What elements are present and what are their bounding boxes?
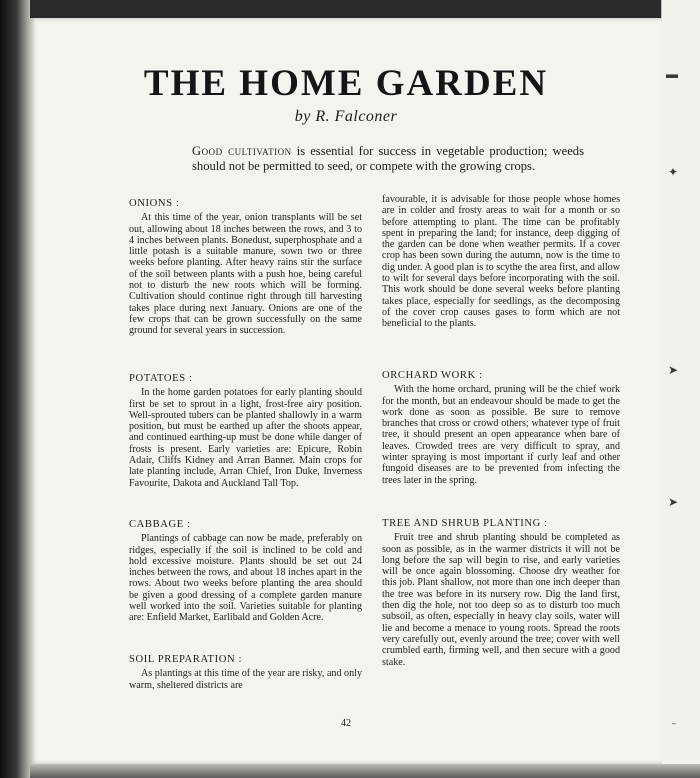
article-title: THE HOME GARDEN bbox=[143, 63, 549, 104]
section-body: At this time of the year, onion transplants will be set out, allowing about 18 inches between the rows, and 3 to 4 inches between plants. Bonedust, superphosphate and a little potash is a suitable manure, sown two or three weeks before planting. After heavy rains stir the surface of the soil between plants with a push hoe, being careful not to disturb the new roots which will be forming. Cultivation should continue right through till harvesting takes place during next January. Onions are one of the few crops that can be grown successfully on the same ground for several years in succession. bbox=[129, 212, 362, 337]
section-soil-continued bbox=[382, 194, 620, 330]
section-heading: SOIL PREPARATION : bbox=[129, 654, 243, 665]
intro-text: is essential for success in vegetable production; weeds should not be permitted to seed, or compete with the growing crops. bbox=[192, 144, 585, 173]
page-number: 42 bbox=[341, 718, 351, 729]
section-body: With the home orchard, pruning will be the chief work for the month, but an endeavour should be made to get the work done as soon as possible. Be sure to remove branches that cross or crowd others; whatever type of fruit tree, it should present an open appearance when bare of leaves. Crowded trees are very difficult to spray, and winter spraying is most important if curly leaf and other fungoid diseases are to be prevented from infecting the trees later in the spring. bbox=[382, 384, 620, 486]
scan-speck: ➤ bbox=[668, 495, 679, 509]
section-soil-preparation bbox=[129, 654, 362, 691]
scan-speck: ▬ bbox=[666, 67, 678, 81]
section-tree-shrub bbox=[382, 518, 620, 668]
scan-speck: ˗ bbox=[672, 715, 676, 729]
scan-border-right bbox=[661, 0, 700, 778]
section-orchard bbox=[382, 370, 620, 486]
scan-border-bottom bbox=[30, 764, 700, 778]
scan-speck: ➤ bbox=[668, 363, 679, 377]
section-onions bbox=[129, 198, 362, 337]
section-heading: POTATOES : bbox=[129, 373, 193, 384]
section-cabbage bbox=[129, 519, 362, 624]
scan-border-left bbox=[0, 0, 30, 778]
section-potatoes bbox=[129, 373, 362, 489]
section-body: Plantings of cabbage can now be made, preferably on ridges, especially if the soil is inclined to be cold and hold excessive moisture. Plants should be set out 24 inches between the rows, and about 18 inches apart in the rows. About two weeks before planting the area should be given a good dressing of a complete garden manure well worked into the soil. Varieties suitable for planting are: Enfield Market, Earlibald and Golden Acre. bbox=[129, 533, 362, 624]
section-body: Fruit tree and shrub planting should be completed as soon as possible, as in the warmer districts it will not be long before the sap will begin to rise, and early varieties will be once again blossoming. Choose dry weather for this job. Plant shallow, not more than one inch deeper than the tree was before in its nursery row. Dig the land first, then dig the hole, not too deep so as to disturb too much subsoil, as often, especially in heavy clay soils, water will lie and become a menace to young roots. Spread the roots very carefully out, evenly around the tree; cover with well crumbled earth, firming well, and then secure with a good stake. bbox=[382, 532, 620, 668]
scan-speck: ✦ bbox=[668, 165, 679, 179]
intro-paragraph bbox=[192, 144, 584, 173]
section-heading: TREE AND SHRUB PLANTING : bbox=[382, 518, 548, 529]
section-body: In the home garden potatoes for early planting should first be set to sprout in a light, frost-free airy position. Well-sprouted tubers can be planted shallowly in a warm position, but must be earthed up after the shoots appear, and continued earthing-up must be done while danger of frosts is present. Early varieties are: Epicure, Robin Adair, Cliffs Kidney and Arran Banner. Main crops for late planting include, Arran Chief, Iron Duke, Inverness Favourite, Dakota and Auckland Tall Top. bbox=[129, 387, 362, 489]
book-page bbox=[30, 18, 662, 764]
section-heading: ORCHARD WORK : bbox=[382, 370, 483, 381]
section-heading: CABBAGE : bbox=[129, 519, 191, 530]
article-byline: by R. Falconer bbox=[294, 108, 398, 125]
section-heading: ONIONS : bbox=[129, 198, 180, 209]
intro-lead: Good cultivation bbox=[192, 144, 292, 158]
section-body: As plantings at this time of the year are risky, and only warm, sheltered districts are bbox=[129, 668, 362, 691]
section-body: favourable, it is advisable for those people whose homes are in colder and frosty areas to wait for a month or so before attempting to plant. The time can be profitably spent in preparing the land; for instance, deep digging of the garden can be done when weather permits. If a cover crop has been sown during the autumn, now is the time to dig under. A good plan is to scythe the area first, and allow to wilt for several days before incorporating with the soil. This work should be done several weeks before planting takes place, especially for seedlings, as the decomposing of the cover crop causes gases to form which are not beneficial to the plants. bbox=[382, 194, 620, 330]
